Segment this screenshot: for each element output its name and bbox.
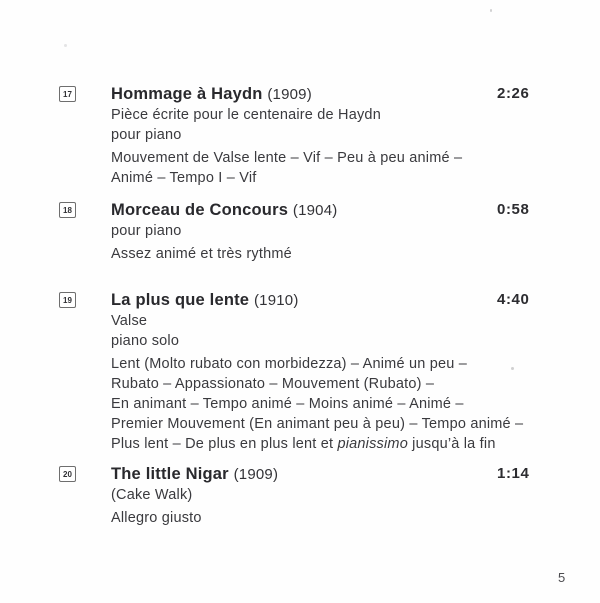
track-title: The little Nigar xyxy=(111,465,229,483)
track-tempo-group xyxy=(111,244,551,264)
scan-speck xyxy=(64,44,67,47)
tempo-line-italic-term: pianissimo xyxy=(337,436,408,452)
tempo-line-suffix: jusqu’à la fin xyxy=(407,436,496,452)
scan-speck xyxy=(490,9,492,12)
track-year: (1910) xyxy=(253,292,299,309)
track-number-badge: 17 xyxy=(59,86,76,102)
track-duration: 2:26 xyxy=(497,85,530,102)
track-description-line: pour piano xyxy=(111,223,182,239)
track-item xyxy=(63,200,551,264)
track-tempo-line: Animé – Tempo I – Vif xyxy=(111,170,257,186)
track-tempo-line: Rubato – Appassionato – Mouvement (Rubato) – xyxy=(111,376,435,392)
track-duration: 1:14 xyxy=(497,465,530,482)
track-item xyxy=(63,290,551,454)
tempo-line-prefix: Plus lent – De plus en plus lent et xyxy=(111,436,338,452)
track-duration: 4:40 xyxy=(497,291,530,308)
track-tempo-group xyxy=(111,354,551,454)
track-title: La plus que lente xyxy=(111,291,250,309)
track-tempo-line xyxy=(111,434,551,454)
track-title-row xyxy=(111,200,551,221)
tracklist xyxy=(63,84,551,528)
track-number-badge: 18 xyxy=(59,202,76,218)
track-description-line: pour piano xyxy=(111,127,182,143)
track-title-row xyxy=(111,84,551,105)
track-tempo-group xyxy=(111,508,551,528)
track-description-line: (Cake Walk) xyxy=(111,487,193,503)
track-duration: 0:58 xyxy=(497,201,530,218)
track-item xyxy=(63,464,551,528)
track-tempo-line: Assez animé et très rythmé xyxy=(111,246,292,262)
track-year: (1909) xyxy=(233,466,279,483)
track-year: (1904) xyxy=(292,202,338,219)
track-description-line: Valse xyxy=(111,313,148,329)
track-year: (1909) xyxy=(267,86,312,103)
track-title-row xyxy=(111,290,551,311)
track-item xyxy=(63,84,551,188)
track-tempo-line: En animant – Tempo animé – Moins animé – Animé – xyxy=(111,396,464,412)
track-number-badge: 19 xyxy=(59,292,76,308)
track-tempo-line: Mouvement de Valse lente – Vif – Peu à peu animé – xyxy=(111,150,463,166)
track-tempo-line: Allegro giusto xyxy=(111,510,202,526)
track-number-badge: 20 xyxy=(59,466,76,482)
track-title-row xyxy=(111,464,551,485)
page-number: 5 xyxy=(558,570,566,585)
track-tempo-group xyxy=(111,148,551,188)
track-tempo-line: Premier Mouvement (En animant peu à peu) – Tempo animé – xyxy=(111,416,524,432)
track-description-line: piano solo xyxy=(111,333,180,349)
track-title: Morceau de Concours xyxy=(111,201,289,219)
track-title: Hommage à Haydn xyxy=(111,85,263,103)
track-tempo-line: Lent (Molto rubato con morbidezza) – Animé un peu – xyxy=(111,356,467,372)
track-description-line: Pièce écrite pour le centenaire de Haydn xyxy=(111,107,381,123)
